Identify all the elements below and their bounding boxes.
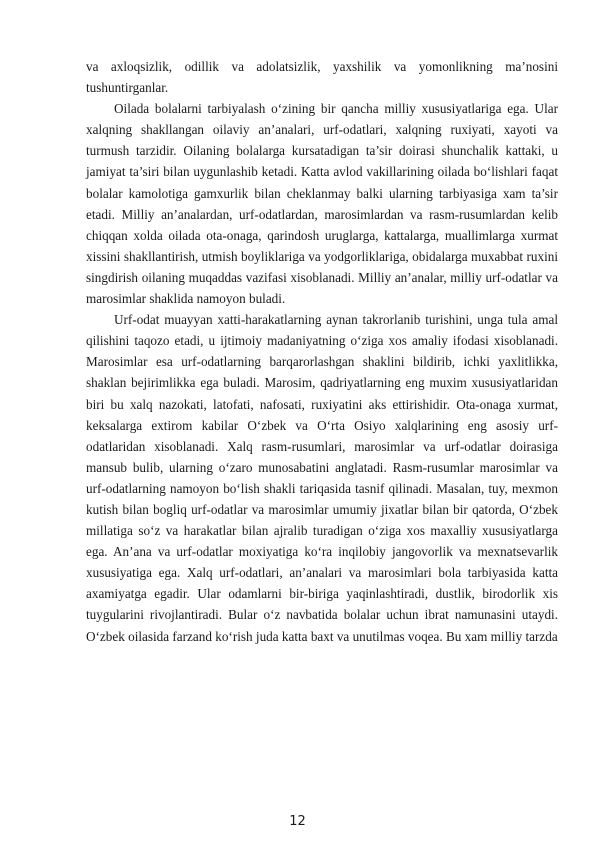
paragraph-customs-rituals: Urf-odat muayyan xatti-harakatlarning aynan takrorlanib turishini, unga tula amal qilishini taqozo etadi, u ijtimoiy madaniyatning o‘ziga xos amaliy ifodasi xisoblanadi. Marosimlar esa urf-odatlarning barqarorlashgan shaklini bildirib, ichki yaxlitlikka, shaklan bejirimlikka ega buladi. Marosim, qadriyatlarning eng muxim xususiyatlaridan biri bu xalq nazokati, latofati, nafosati, ruxiyatini aks ettirishidir. Ota-onaga xurmat, keksalarga extirom kabilar O‘zbek va O‘rta Osiyo xalqlarining eng asosiy urf-odatlaridan xisoblanadi. Xalq rasm-rusumlari, marosimlar va urf-odatlar doirasiga mansub bulib, ularning o‘zaro munosabatini anglatadi. Rasm-rusumlar marosimlar va urf-odatlarning namoyon bo‘lish shakli tariqasida tasnif qilinadi. Masalan, tuy, mexmon kutish bilan bogliq urf-odatlar va marosimlar umumiy jixatlar bilan bir qatorda, O‘zbek millatiga so‘z va harakatlar bilan ajralib turadigan o‘ziga xos maxalliy xususiyatlarga ega. An’ana va urf-odatlar moxiyatiga ko‘ra inqilobiy jangovorlik va mexnatsevarlik xususiyatiga ega. Xalq urf-odatlari, an’analari va marosimlari bola tarbiyasida katta axamiyatga egadir. Ular odamlarni bir-biriga yaqinlashtiradi, dustlik, birodorlik xis tuygularini rivojlantiradi. Bular o‘z navbatida bolalar uchun ibrat namunasini utaydi. O‘zbek oilasida farzand ko‘rish juda katta baxt va unutilmas voqea. Bu xam milliy tarzda (86, 312, 558, 644)
document-body (86, 56, 558, 647)
page-number: 12 (289, 814, 306, 829)
paragraph-family-upbringing: Oilada bolalarni tarbiyalash o‘zining bir qancha milliy xususiyatlariga ega. Ular xalqning shakllangan oilaviy an’analari, urf-odatlari, xalqning ruxiyati, xayoti va turmush tarzidir. Oilaning bolalarga kursatadigan ta’sir doirasi shunchalik kattaki, u jamiyat ta’siri bilan uygunlashib ketadi. Katta avlod vakillarining oilada bo‘lishlari faqat bolalar kamolotiga gamxurlik bilan cheklanmay balki ularning tarbiyasiga xam ta’sir etadi. Milliy an’analardan, urf-odatlardan, marosimlardan va rasm-rusumlardan kelib chiqqan xolda oilada ota-onaga, qarindosh uruglarga, kattalarga, muallimlarga xurmat xissini shakllantirish, utmish boyliklariga va yodgorliklariga, obidalarga muxabbat ruxini singdirish oilaning muqaddas vazifasi xisoblanadi. Milliy an’analar, milliy urf-odatlar va marosimlar shaklida namoyon buladi. (86, 101, 558, 307)
paragraph-continued: va axloqsizlik, odillik va adolatsizlik, yaxshilik va yomonlikning ma’nosini tushuntirganlar. (86, 59, 558, 96)
